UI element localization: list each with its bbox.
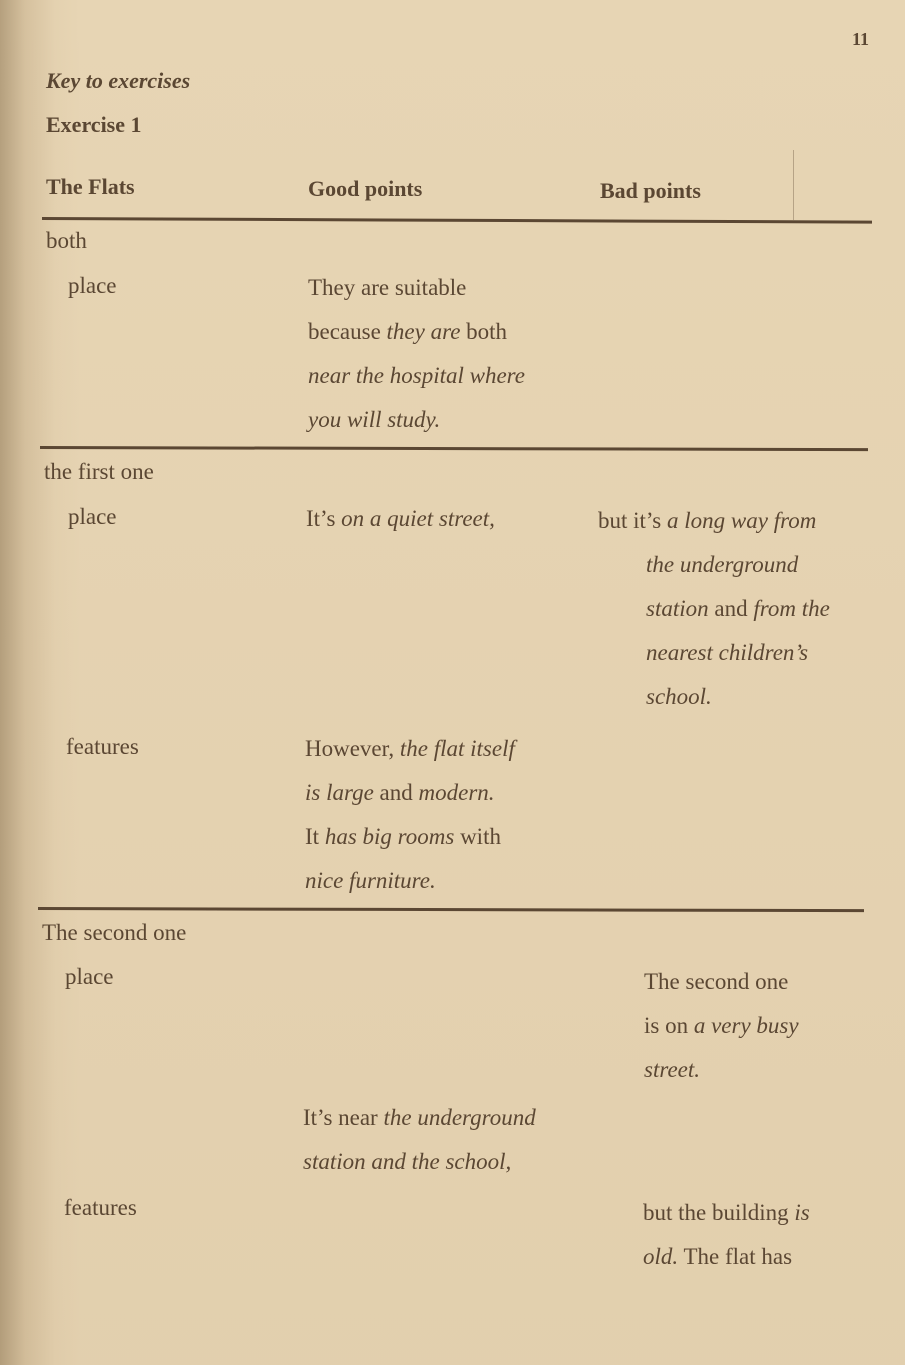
text-segment: because	[308, 319, 387, 344]
text-segment: is large	[305, 780, 374, 805]
text-segment: a very busy	[693, 1013, 799, 1038]
text-segment: modern.	[418, 780, 495, 805]
text-segment: they are	[386, 319, 461, 344]
both-place-label: place	[68, 273, 117, 298]
text-segment: but it’s	[598, 508, 668, 533]
text-segment: the underground	[383, 1105, 536, 1130]
text-segment: It’s	[306, 506, 342, 531]
text-segment: old.	[643, 1244, 679, 1269]
section-rule-2	[38, 907, 864, 912]
second-features-bad-line-1	[643, 1201, 810, 1224]
text-segment: both	[460, 319, 508, 344]
text-segment: is	[794, 1200, 810, 1225]
both-good-line-3: near the hospital where	[308, 363, 525, 388]
page-number: 11	[852, 29, 870, 49]
text-segment: a long way from	[667, 508, 817, 533]
first-place-bad-line-4: nearest children’s	[646, 640, 809, 665]
first-place-good	[306, 507, 495, 530]
both-good-line-1: They are suitable	[308, 275, 467, 300]
exercise-title: Exercise 1	[46, 112, 142, 137]
text-segment: It’s near	[303, 1105, 384, 1130]
first-place-label: place	[68, 504, 117, 529]
first-place-bad-line-3	[646, 597, 830, 620]
text-segment: However,	[305, 736, 400, 761]
text-segment: the flat itself	[399, 736, 515, 761]
text-segment: but the building	[643, 1200, 795, 1225]
text-segment: with	[454, 824, 501, 849]
first-features-good-line-2	[305, 781, 495, 804]
second-place-label: place	[65, 964, 114, 989]
text-segment: and	[373, 780, 419, 805]
second-good-line-1	[303, 1106, 536, 1129]
header-good-points: Good points	[308, 176, 423, 201]
text-segment: station	[646, 596, 709, 621]
header-the-flats: The Flats	[46, 174, 135, 199]
first-features-good-line-4: nice furniture.	[305, 868, 436, 893]
second-features-label: features	[64, 1195, 137, 1220]
header-bad-points: Bad points	[600, 178, 701, 203]
text-segment: from the	[753, 596, 830, 621]
second-place-bad-line-1: The second one	[644, 969, 789, 994]
section-rule-1	[40, 446, 868, 451]
text-segment: It	[305, 824, 325, 849]
second-place-bad-line-3: street.	[644, 1057, 700, 1082]
first-place-bad-line-2: the underground	[646, 552, 799, 577]
second-features-bad-line-2	[643, 1245, 792, 1268]
both-good-line-4: you will study.	[308, 407, 441, 432]
both-good-line-2	[308, 320, 507, 343]
section-title: Key to exercises	[46, 68, 191, 93]
text-segment: and	[708, 596, 754, 621]
row-label-both: both	[46, 228, 87, 253]
text-segment: on a quiet street,	[341, 506, 495, 531]
row-label-first-one: the first one	[44, 459, 154, 484]
header-rule	[42, 217, 872, 224]
first-features-good-line-1	[305, 737, 515, 760]
first-features-good-line-3	[305, 825, 501, 848]
second-place-bad-line-2	[644, 1014, 799, 1037]
text-segment: has big rooms	[324, 824, 455, 849]
row-label-second-one: The second one	[42, 920, 187, 945]
second-good-line-2: station and the school,	[303, 1149, 512, 1174]
text-segment: is on	[644, 1013, 694, 1038]
first-features-label: features	[66, 734, 139, 759]
text-segment: The flat has	[678, 1244, 793, 1269]
paper-crease	[793, 150, 794, 220]
first-place-bad-line-1	[598, 509, 816, 532]
first-place-bad-line-5: school.	[646, 684, 712, 709]
